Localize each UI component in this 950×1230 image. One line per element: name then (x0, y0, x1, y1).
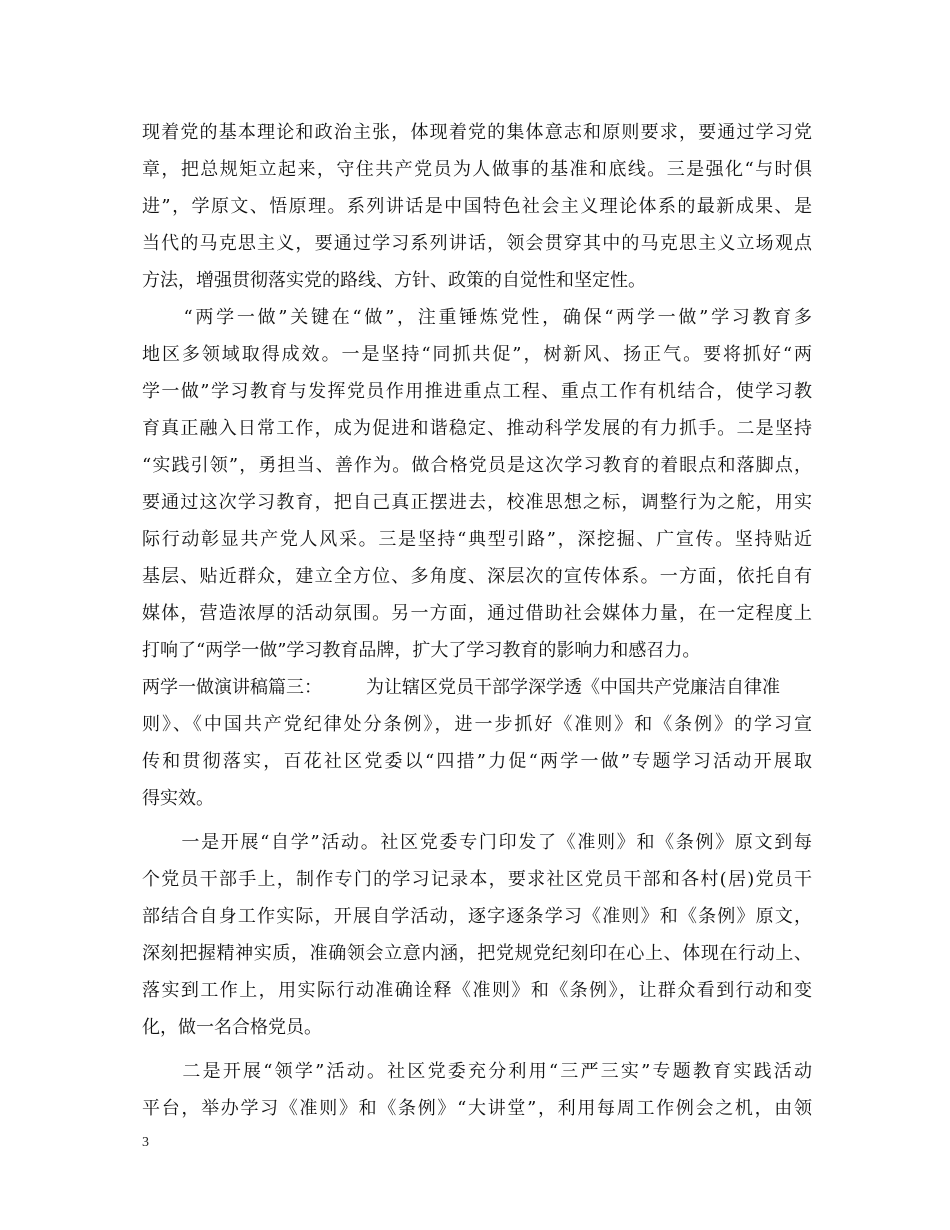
text-line: 现着党的基本理论和政治主张，体现着党的集体意志和原则要求，要通过学习党 (142, 122, 812, 143)
text-line: 深刻把握精神实质，准确领会立意内涵，把党规党纪刻印在心上、体现在行动上、 (142, 943, 812, 964)
text-line: 则》、《中国共产党纪律处分条例》，进一步抓好《准则》和《条例》的学习宣 (142, 714, 812, 735)
document-body (142, 114, 812, 1127)
text-line: 平台，举办学习《准则》和《条例》“大讲堂”，利用每周工作例会之机，由领 (142, 1098, 812, 1119)
text-line: “实践引领”，勇担当、善作为。做合格党员是这次学习教育的着眼点和落脚点， (142, 455, 812, 476)
text-line: 基层、贴近群众，建立全方位、多角度、深层次的宣传体系。一方面，依托自有 (142, 566, 812, 587)
page-number: 3 (142, 1135, 149, 1150)
section-heading-line (142, 669, 812, 706)
text-line: 当代的马克思主义，要通过学习系列讲话，领会贯穿其中的马克思主义立场观点 (142, 233, 812, 254)
text-line: 打响了“两学一做”学习教育品牌，扩大了学习教育的影响力和感召力。 (142, 640, 701, 661)
text-line: 得实效。 (142, 788, 214, 809)
section-heading: 两学一做演讲稿篇三： (142, 677, 322, 698)
text-line: 章，把总规矩立起来，守住共产党员为人做事的基准和底线。三是强化“与时俱 (142, 159, 812, 180)
text-line: 要通过这次学习教育，把自己真正摆进去，校准思想之标，调整行为之舵，用实 (142, 492, 812, 513)
text-line: 化，做一名合格党员。 (142, 1017, 322, 1038)
text-line: 方法，增强贯彻落实党的路线、方针、政策的自觉性和坚定性。 (142, 270, 646, 291)
section-intro-text: 为让辖区党员干部学深学透《中国共产党廉洁自律准 (366, 677, 780, 698)
text-line: 二是开展“领学”活动。社区党委充分利用“三严三实”专题教育实践活动 (142, 1061, 812, 1082)
text-line: 进”，学原文、悟原理。系列讲话是中国特色社会主义理论体系的最新成果、是 (142, 196, 812, 217)
text-line: “两学一做”关键在“做”，注重锤炼党性，确保“两学一做”学习教育多 (142, 307, 812, 328)
text-line: 传和贯彻落实，百花社区党委以“四措”力促“两学一做”专题学习活动开展取 (142, 751, 812, 772)
text-line: 地区多领域取得成效。一是坚持“同抓共促”，树新风、扬正气。要将抓好“两 (142, 344, 812, 365)
text-line: 媒体，营造浓厚的活动氛围。另一方面，通过借助社会媒体力量，在一定程度上 (142, 603, 812, 624)
text-line: 一是开展“自学”活动。社区党委专门印发了《准则》和《条例》原文到每 (142, 832, 812, 853)
text-line: 落实到工作上，用实际行动准确诠释《准则》和《条例》，让群众看到行动和变 (142, 980, 812, 1001)
text-line: 育真正融入日常工作，成为促进和谐稳定、推动科学发展的有力抓手。二是坚持 (142, 418, 812, 439)
text-line: 学一做”学习教育与发挥党员作用推进重点工程、重点工作有机结合，使学习教 (142, 381, 812, 402)
text-line: 际行动彰显共产党人风采。三是坚持“典型引路”，深挖掘、广宣传。坚持贴近 (142, 529, 812, 550)
text-line: 部结合自身工作实际，开展自学活动，逐字逐条学习《准则》和《条例》原文， (142, 906, 812, 927)
text-line: 个党员干部手上，制作专门的学习记录本，要求社区党员干部和各村(居)党员干 (142, 869, 812, 890)
